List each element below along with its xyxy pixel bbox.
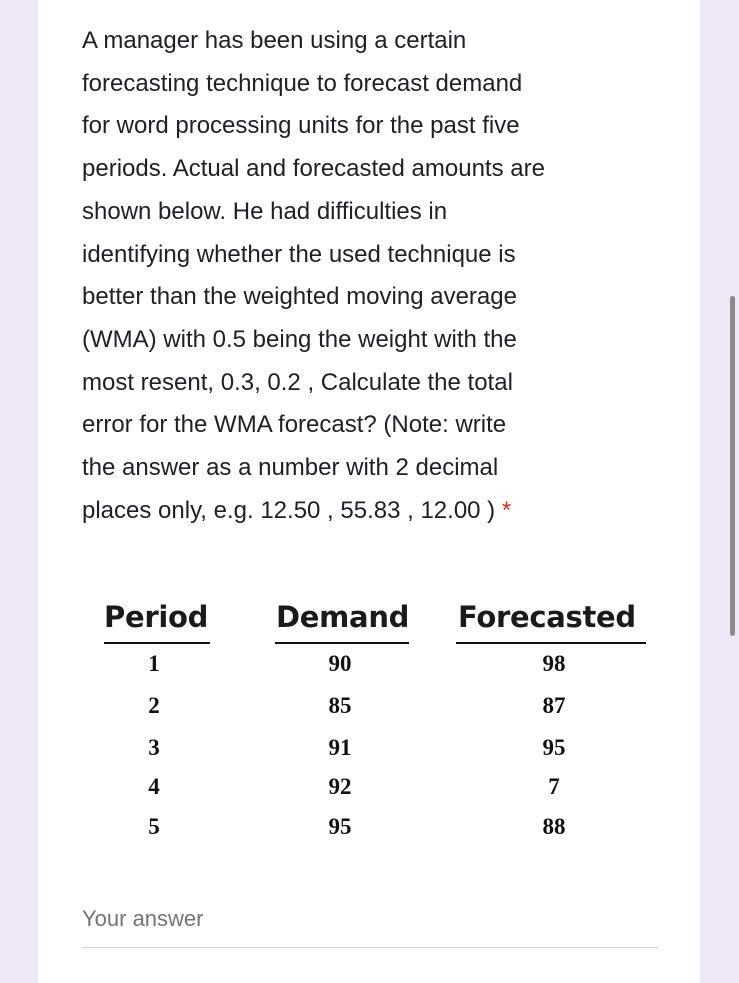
header-underline: [275, 642, 409, 644]
cell-period: 4: [148, 774, 160, 799]
question-line: periods. Actual and forecasted amounts are: [82, 155, 545, 183]
required-asterisk: *: [501, 496, 512, 524]
answer-underline: [82, 947, 658, 948]
cell-forecasted: 98: [542, 651, 566, 676]
question-line-text: places only, e.g. 12.50 , 55.83 , 12.00 ): [82, 496, 496, 524]
cell-forecasted: 7: [548, 774, 560, 799]
cell-demand: 92: [328, 774, 352, 799]
data-table-image: [38, 0, 700, 983]
cell-demand: 91: [328, 735, 352, 760]
question-line: the answer as a number with 2 decimal: [82, 454, 499, 482]
cell-demand: 95: [328, 814, 352, 839]
question-line: error for the WMA forecast? (Note: write: [82, 411, 507, 439]
question-line: identifying whether the used technique is: [82, 240, 516, 268]
question-card: [38, 0, 700, 983]
question-line: forecasting technique to forecast demand: [82, 69, 523, 97]
cell-period: 3: [148, 735, 160, 760]
question-line: most resent, 0.3, 0.2 , Calculate the total: [82, 368, 513, 396]
cell-period: 1: [148, 651, 160, 676]
cell-demand: 85: [328, 693, 352, 718]
question-line: A manager has been using a certain: [82, 27, 467, 54]
cell-forecasted: 95: [542, 735, 566, 760]
cell-period: 2: [148, 693, 160, 718]
answer-input[interactable]: Your answer: [82, 906, 204, 931]
cell-demand: 90: [328, 651, 352, 676]
question-line: better than the weighted moving average: [82, 283, 517, 311]
question-line: (WMA) with 0.5 being the weight with the: [82, 325, 517, 353]
question-line: for word processing units for the past five: [82, 112, 520, 140]
header-period: Period: [104, 600, 209, 634]
header-underline: [456, 642, 646, 644]
cell-period: 5: [148, 814, 160, 839]
header-forecasted: Forecasted: [458, 600, 636, 634]
scrollbar-thumb[interactable]: [730, 296, 735, 636]
header-underline: [104, 642, 210, 644]
cell-forecasted: 87: [542, 693, 566, 718]
cell-forecasted: 88: [542, 814, 566, 839]
header-demand: Demand: [276, 600, 410, 634]
question-line: shown below. He had difficulties in: [82, 197, 448, 225]
